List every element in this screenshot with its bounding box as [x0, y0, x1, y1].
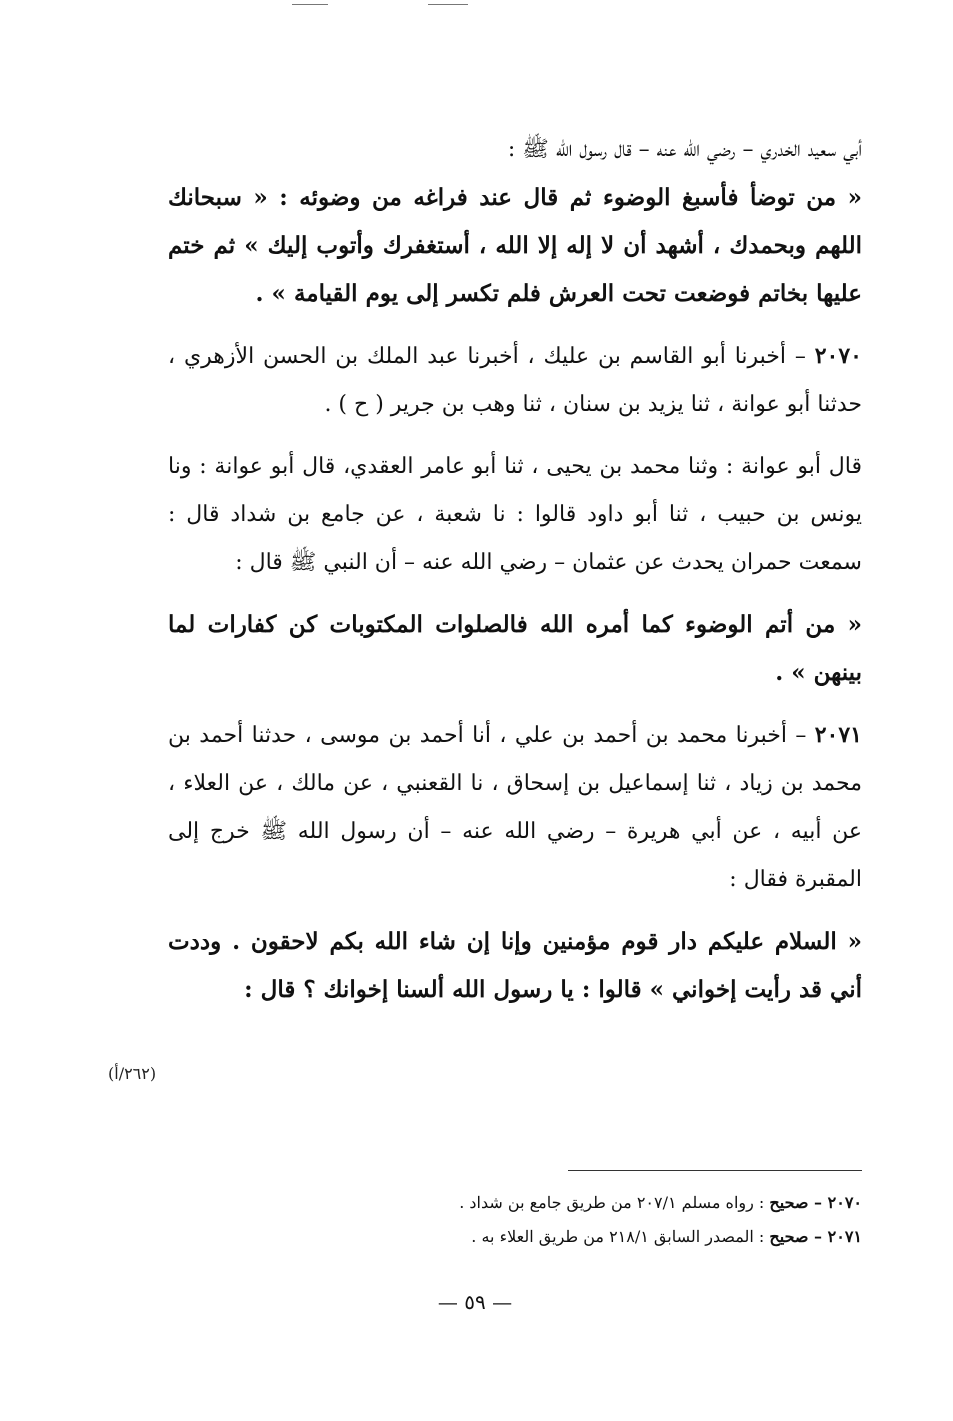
hadith-number: ٢٠٧٠	[814, 343, 862, 369]
footnote	[168, 1186, 862, 1220]
footnote-label: ٢٠٧١ – صحيح	[769, 1227, 862, 1246]
paragraph-chain: قال أبو عوانة : وثنا محمد بن يحيى ، ثنا أبو عامر العقدي، قال أبو عوانة : ونا يونس بن حبيب ، ثنا أبو داود قالوا : نا شعبة ، عن جامع بن شداد قال : سمعت حمران يحدث عن عثمان – رضي الله عنه – أن النبي ﷺ قال :	[168, 454, 862, 575]
hadith-chain: – أخبرنا أبو القاسم بن عليك ، أخبرنا عبد الملك بن الحسن الأزهري ، حدثنا أبو عوانة ، ثنا يزيد بن سنان ، ثنا وهب بن جرير ( ح ) .	[168, 344, 862, 417]
paragraph-intro: أبي سعيد الخدري – رضي الله عنه – قال رسول الله ﷺ :	[507, 137, 862, 162]
footnote-text: : المصدر السابق ٢١٨/١ من طريق العلاء به .	[471, 1227, 770, 1246]
footnote-text: : رواه مسلم ٢٠٧/١ من طريق جامع بن شداد .	[459, 1193, 770, 1212]
footnote-label: ٢٠٧٠ – صحيح	[769, 1193, 862, 1212]
footnotes	[168, 1186, 862, 1254]
page-number: — ٥٩ —	[437, 1290, 513, 1314]
hadith-quote-1: « من توضأ فأسبغ الوضوء ثم قال عند فراغه من وضوئه : « سبحانك اللهم وبحمدك ، أشهد أن لا إله إلا الله ، أستغفرك وأتوب إليك » ثم ختم عليها بخاتم فوضعت تحت العرش فلم تكسر إلى يوم القيامة » .	[168, 184, 862, 307]
header-rule-left	[292, 4, 328, 5]
page-body	[168, 126, 862, 1014]
header-rule-right	[428, 4, 468, 5]
hadith-2070	[168, 332, 862, 429]
hadith-quote-2: « من أتم الوضوء كما أمره الله فالصلوات المكتوبات كن كفارات لما بينهن » .	[168, 611, 862, 686]
margin-reference: (٢٦٢/أ)	[108, 1064, 157, 1083]
hadith-number: ٢٠٧١	[814, 722, 862, 748]
hadith-quote-3: « السلام عليكم دار قوم مؤمنين وإنا إن شاء الله بكم لاحقون . وددت أني قد رأيت إخواني » قالوا : يا رسول الله ألسنا إخوانك ؟ قال :	[168, 928, 862, 1003]
hadith-chain: – أخبرنا محمد بن أحمد بن علي ، أنا أحمد بن موسى ، حدثنا أحمد بن محمد بن زياد ، ثنا إسماعيل بن إسحاق ، نا القعنبي ، عن مالك ، عن العلاء ، عن أبيه ، عن أبي هريرة – رضي الله عنه – أن رسول الله ﷺ خرج إلى المقبرة فقال :	[168, 723, 862, 892]
hadith-2071	[168, 711, 862, 904]
footnote	[168, 1220, 862, 1254]
footnote-rule	[568, 1170, 862, 1171]
